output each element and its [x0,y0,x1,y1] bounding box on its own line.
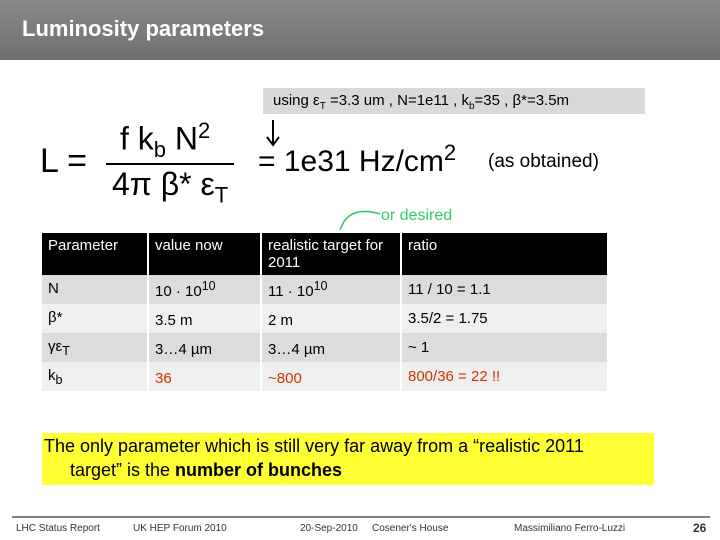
table-header-row [42,233,607,275]
pointer-curve [338,204,383,232]
numerator-text: f k [120,120,154,157]
cell-now: 36 [148,362,261,391]
denominator-sub: T [214,182,229,208]
table-row [42,275,607,304]
numerator-sub: b [153,137,167,163]
note-bold: number of bunches [175,460,343,480]
cell-target: ~800 [261,362,401,391]
footer [0,516,720,536]
or-desired-label: or desired [381,207,453,224]
kb-values: =35 , β*=3.5m [474,92,570,109]
cell-ratio: 11 / 10 = 1.1 [401,275,607,304]
note-line-2: target” is the number of bunches [70,460,343,480]
equation-denominator [112,166,228,208]
footer-author: Massimiliano Ferro-Luzzi [514,523,626,534]
cell-target: 3…4 µm [261,333,401,362]
header-value-now: value now [148,233,261,275]
using-values: =3.3 um , N=1e11 , k [325,92,469,109]
denominator-text: 4π β* ε [112,166,215,202]
cell-param: β* [42,304,148,333]
cell-param: $k_b$ [42,362,148,391]
cell-param: N [42,275,148,304]
title-bar [0,0,720,60]
header-parameter: Parameter [42,233,148,275]
equation-result [258,140,456,179]
numerator-tail: N [166,120,199,157]
equation-numerator [120,118,210,163]
cell-target: $11 \cdot 10^{10}$ [261,275,401,304]
cell-target: 2 m [261,304,401,333]
table-row [42,304,607,333]
slide-title: Luminosity parameters [22,16,265,41]
result-text: = 1e31 Hz/cm [258,145,444,178]
using-prefix: using [273,92,314,109]
header-ratio: ratio [401,233,607,275]
result-sup: 2 [443,140,457,165]
as-obtained-label: (as obtained) [488,151,599,172]
kb-subscript: b [468,101,475,112]
eps-subscript: T [319,101,326,112]
fraction-line [106,163,234,165]
cell-now: $10 \cdot 10^{10}$ [148,275,261,304]
footer-venue: Cosener's House [372,523,449,534]
equation-lhs: L = [40,142,87,180]
table-row [42,333,607,362]
note-line-1: The only parameter which is still very far away from a “realistic 2011 [44,436,584,456]
eps-symbol: ε [313,92,320,109]
numerator-sup: 2 [198,118,211,143]
using-assumptions-box [263,88,645,114]
page-number: 26 [693,521,707,535]
cell-ratio: 800/36 = 22 !! [401,362,607,391]
cell-ratio: 3.5/2 = 1.75 [401,304,607,333]
table-row-highlight [42,362,607,391]
header-target: realistic target for 2011 [261,233,401,275]
cell-now: 3…4 µm [148,333,261,362]
parameter-table [42,233,607,391]
highlight-note [42,433,654,485]
footer-forum: UK HEP Forum 2010 [133,523,227,534]
cell-param: $\gamma\varepsilon_T$ [42,333,148,362]
footer-divider [12,516,710,518]
footer-date: 20-Sep-2010 [300,523,358,534]
footer-report: LHC Status Report [16,523,100,534]
cell-ratio: ~ 1 [401,333,607,362]
cell-now: 3.5 m [148,304,261,333]
